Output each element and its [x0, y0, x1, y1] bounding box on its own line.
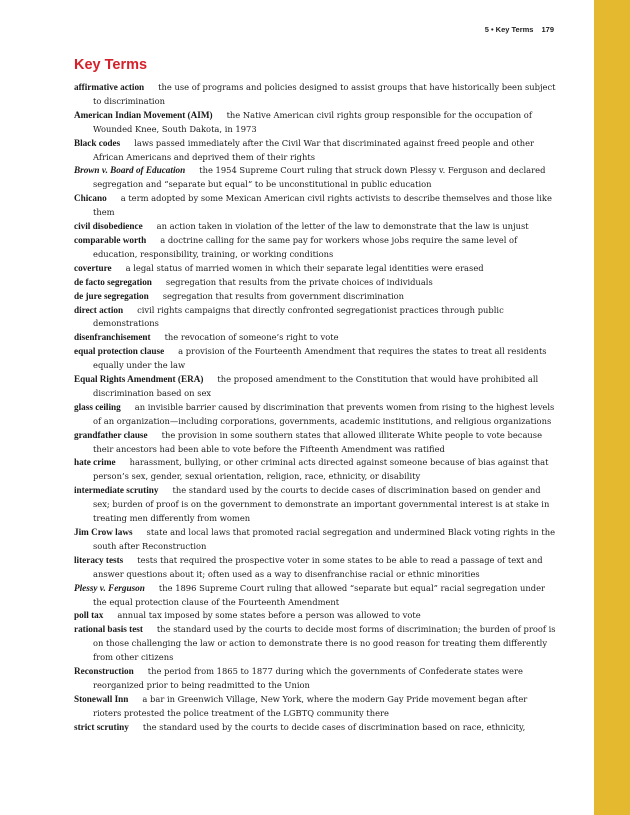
glossary-term: Stonewall Inn	[74, 693, 129, 704]
glossary-entry	[74, 401, 558, 429]
glossary-entry	[74, 484, 558, 526]
glossary-entry	[74, 164, 558, 192]
glossary-entry	[74, 81, 558, 109]
glossary-term: Brown v. Board of Education	[74, 165, 186, 176]
page-title: Key Terms	[74, 57, 148, 73]
glossary-definition: the Native American civil rights group responsible for the occupation of Wounded Knee, South Dakota, in 1973	[93, 109, 532, 134]
glossary-definition: segregation that results from the private choices of individuals	[165, 276, 433, 287]
glossary-term: Black codes	[74, 137, 121, 148]
glossary-definition: the standard used by the courts to decide cases of discrimination based on race, ethnicity,	[142, 721, 526, 732]
glossary-definition: an action taken in violation of the letter of the law to demonstrate that the law is unjust	[156, 221, 529, 232]
glossary-term: intermediate scrutiny	[74, 485, 159, 496]
glossary-entry	[74, 331, 558, 345]
glossary-term: literacy tests	[74, 554, 124, 565]
glossary-list	[74, 81, 558, 735]
glossary-entry	[74, 665, 558, 693]
glossary-term: Equal Rights Amendment (ERA)	[74, 374, 204, 385]
glossary-entry	[74, 373, 558, 401]
glossary-term: American Indian Movement (AIM)	[74, 109, 213, 120]
glossary-entry	[74, 345, 558, 373]
glossary-definition: a doctrine calling for the same pay for workers whose jobs require the same level of education, responsibility, training, or working conditions	[93, 234, 518, 259]
glossary-term: Chicano	[74, 193, 107, 204]
glossary-definition: the use of programs and policies designed to assist groups that have historically been subject to discrimination	[93, 82, 556, 106]
glossary-definition: the standard used by the courts to decide cases of discrimination based on gender and sex; burden of proof is on the government to demonstrate an important governmental interest is at stake in treating men differently from women	[93, 485, 550, 524]
glossary-definition: the period from 1865 to 1877 during which the governments of Confederate states were reorganized prior to being readmitted to the Union	[93, 666, 523, 690]
glossary-definition: tests that required the prospective voter in some states to be able to read a passage of text and answer questions about it; often used as a way to disenfranchise racial or ethnic minorities	[93, 554, 543, 579]
glossary-definition: harassment, bullying, or other criminal acts directed against someone because of bias against that person’s sex, gender, sexual orientation, religion, race, ethnicity, or disability	[93, 457, 549, 482]
page-number: 179	[541, 25, 554, 34]
glossary-entry	[74, 234, 558, 262]
glossary-entry	[74, 109, 558, 137]
glossary-term: Reconstruction	[74, 666, 134, 677]
glossary-definition: a bar in Greenwich Village, New York, where the modern Gay Pride movement began after rioters protested the police treatment of the LGBTQ community there	[93, 693, 528, 718]
glossary-term: affirmative action	[74, 82, 145, 92]
glossary-entry	[74, 304, 558, 332]
glossary-definition: state and local laws that promoted racial segregation and undermined Black voting rights in the south after Reconstruction	[93, 527, 556, 551]
glossary-definition: segregation that results from government discrimination	[162, 290, 405, 301]
glossary-definition: a term adopted by some Mexican American civil rights activists to describe themselves and those like them	[93, 193, 552, 218]
glossary-term: rational basis test	[74, 624, 143, 635]
glossary-term: hate crime	[74, 457, 116, 468]
glossary-definition: a legal status of married women in which their separate legal identities were erased	[125, 262, 484, 273]
glossary-entry	[74, 526, 558, 554]
glossary-definition: civil rights campaigns that directly confronted segregationist practices through public demonstrations	[93, 304, 504, 329]
glossary-entry	[74, 693, 558, 721]
glossary-definition: the provision in some southern states that allowed illiterate White people to vote because their ancestors had been able to vote before the Fifteenth Amendment was ratified	[93, 429, 543, 454]
glossary-term: coverture	[74, 262, 112, 273]
glossary-definition: the 1954 Supreme Court ruling that struck down Plessy v. Ferguson and declared segregation and “separate but equal” to be unconstitutional in public education	[93, 165, 546, 190]
glossary-entry	[74, 429, 558, 457]
glossary-definition: annual tax imposed by some states before a person was allowed to vote	[117, 610, 421, 621]
glossary-definition: the standard used by the courts to decide most forms of discrimination; the burden of proof is on those challenging the law or action to demonstrate there is no good reason for treating them differently from other citizens	[93, 624, 556, 663]
glossary-term: Plessy v. Ferguson	[74, 582, 145, 593]
glossary-definition: laws passed immediately after the Civil War that discriminated against freed people and other African Americans and deprived them of their rights	[93, 137, 535, 162]
glossary-term: direct action	[74, 304, 124, 315]
glossary-entry	[74, 554, 558, 582]
chapter-label: 5 • Key Terms	[484, 25, 534, 34]
glossary-term: comparable worth	[74, 234, 147, 245]
glossary-definition: an invisible barrier caused by discrimination that prevents women from rising to the highest levels of an organization—including corporations, governments, academic institutions, and religious organizations	[93, 401, 555, 426]
glossary-term: de jure segregation	[74, 290, 149, 301]
glossary-entry	[74, 609, 558, 623]
glossary-term: glass ceiling	[74, 401, 121, 412]
running-head	[485, 25, 554, 34]
glossary-term: strict scrutiny	[74, 721, 129, 732]
glossary-entry	[74, 276, 558, 290]
glossary-term: equal protection clause	[74, 346, 165, 357]
glossary-term: disenfranchisement	[74, 332, 151, 343]
glossary-entry	[74, 721, 558, 735]
glossary-entry	[74, 290, 558, 304]
glossary-term: grandfather clause	[74, 429, 148, 440]
glossary-entry	[74, 220, 558, 234]
glossary-term: civil disobedience	[74, 221, 143, 232]
glossary-entry	[74, 262, 558, 276]
glossary-entry	[74, 582, 558, 610]
glossary-definition: a provision of the Fourteenth Amendment that requires the states to treat all residents equally under the law	[93, 346, 547, 371]
glossary-term: poll tax	[74, 610, 104, 621]
side-color-band	[594, 0, 630, 815]
glossary-term: Jim Crow laws	[74, 527, 133, 537]
glossary-entry	[74, 623, 558, 665]
glossary-entry	[74, 137, 558, 165]
glossary-entry	[74, 192, 558, 220]
glossary-definition: the proposed amendment to the Constitution that would have prohibited all discrimination based on sex	[93, 374, 539, 398]
glossary-term: de facto segregation	[74, 276, 152, 287]
glossary-definition: the 1896 Supreme Court ruling that allowed “separate but equal” racial segregation under the equal protection clause of the Fourteenth Amendment	[93, 582, 546, 607]
glossary-definition: the revocation of someone’s right to vote	[164, 332, 339, 343]
glossary-entry	[74, 456, 558, 484]
